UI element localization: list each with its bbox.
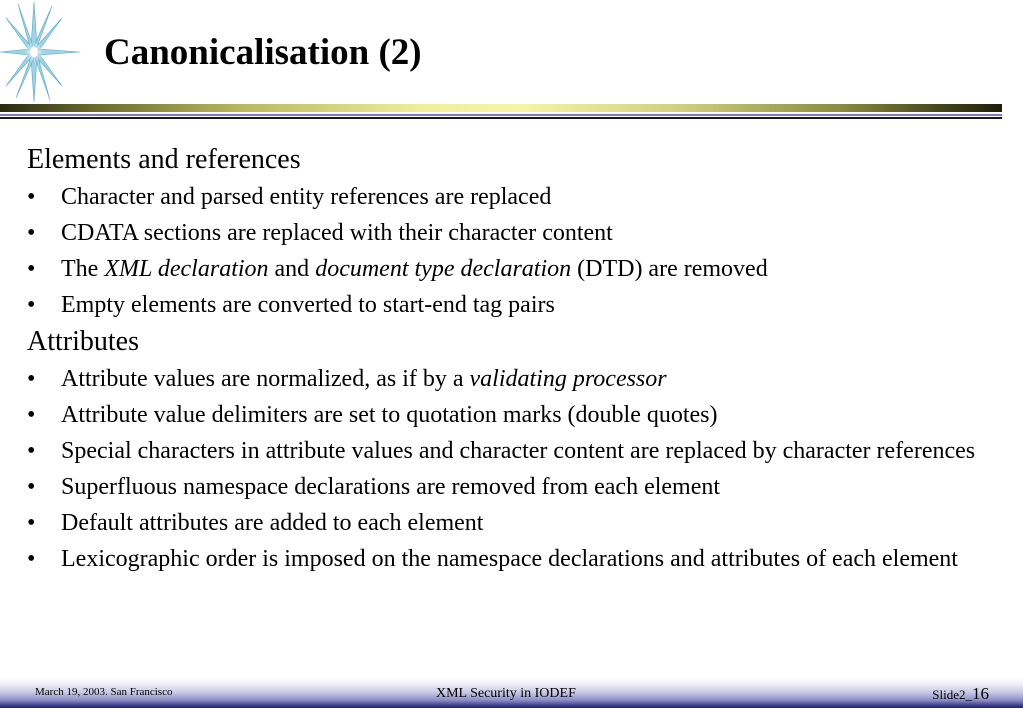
bullet-list	[27, 182, 1002, 320]
bullet-icon: •	[27, 220, 36, 246]
italic-term: XML declaration	[104, 256, 269, 282]
section-heading: Elements and references	[27, 144, 301, 175]
list-item: • Superfluous namespace declarations are removed from each element	[27, 474, 721, 500]
bullet-icon: •	[27, 256, 36, 282]
list-item: • Special characters in attribute values and character content are replaced by character references	[27, 438, 976, 464]
bullet-icon: •	[27, 366, 36, 392]
slide-body	[27, 144, 1002, 580]
list-item: • Attribute values are normalized, as if by a validating processor	[27, 366, 667, 392]
bullet-icon: •	[27, 438, 36, 464]
list-item: • CDATA sections are replaced with their character content	[27, 220, 613, 246]
list-item: • The XML declaration and document type declaration (DTD) are removed	[27, 256, 768, 282]
bullet-icon: •	[27, 546, 36, 572]
list-item: • Attribute value delimiters are set to quotation marks (double quotes)	[27, 402, 718, 428]
italic-term: document type declaration	[315, 256, 572, 282]
slide-label: Slide2_	[932, 687, 972, 702]
slide-number	[932, 684, 989, 704]
italic-term: validating processor	[469, 366, 667, 392]
list-item: • Default attributes are added to each element	[27, 510, 484, 536]
title-rule-dark	[0, 117, 1002, 119]
footer-title: XML Security in IODEF	[436, 686, 576, 701]
bullet-icon: •	[27, 474, 36, 500]
bullet-list	[27, 364, 1002, 574]
bullet-icon: •	[27, 292, 36, 318]
bullet-icon: •	[27, 184, 36, 210]
section-heading: Attributes	[27, 326, 139, 357]
title-rule	[0, 104, 1002, 112]
slide-number-value: 16	[972, 684, 989, 703]
list-item: • Character and parsed entity references are replaced	[27, 184, 552, 210]
list-item: • Empty elements are converted to start-end tag pairs	[27, 292, 555, 318]
bullet-icon: •	[27, 402, 36, 428]
slide-title: Canonicalisation (2)	[104, 32, 422, 73]
bullet-icon: •	[27, 510, 36, 536]
list-item: • Lexicographic order is imposed on the namespace declarations and attributes of each element	[27, 546, 958, 572]
starburst-icon	[0, 0, 82, 104]
footer-date: March 19, 2003. San Francisco	[35, 686, 173, 698]
title-rule-thin	[0, 114, 1002, 116]
